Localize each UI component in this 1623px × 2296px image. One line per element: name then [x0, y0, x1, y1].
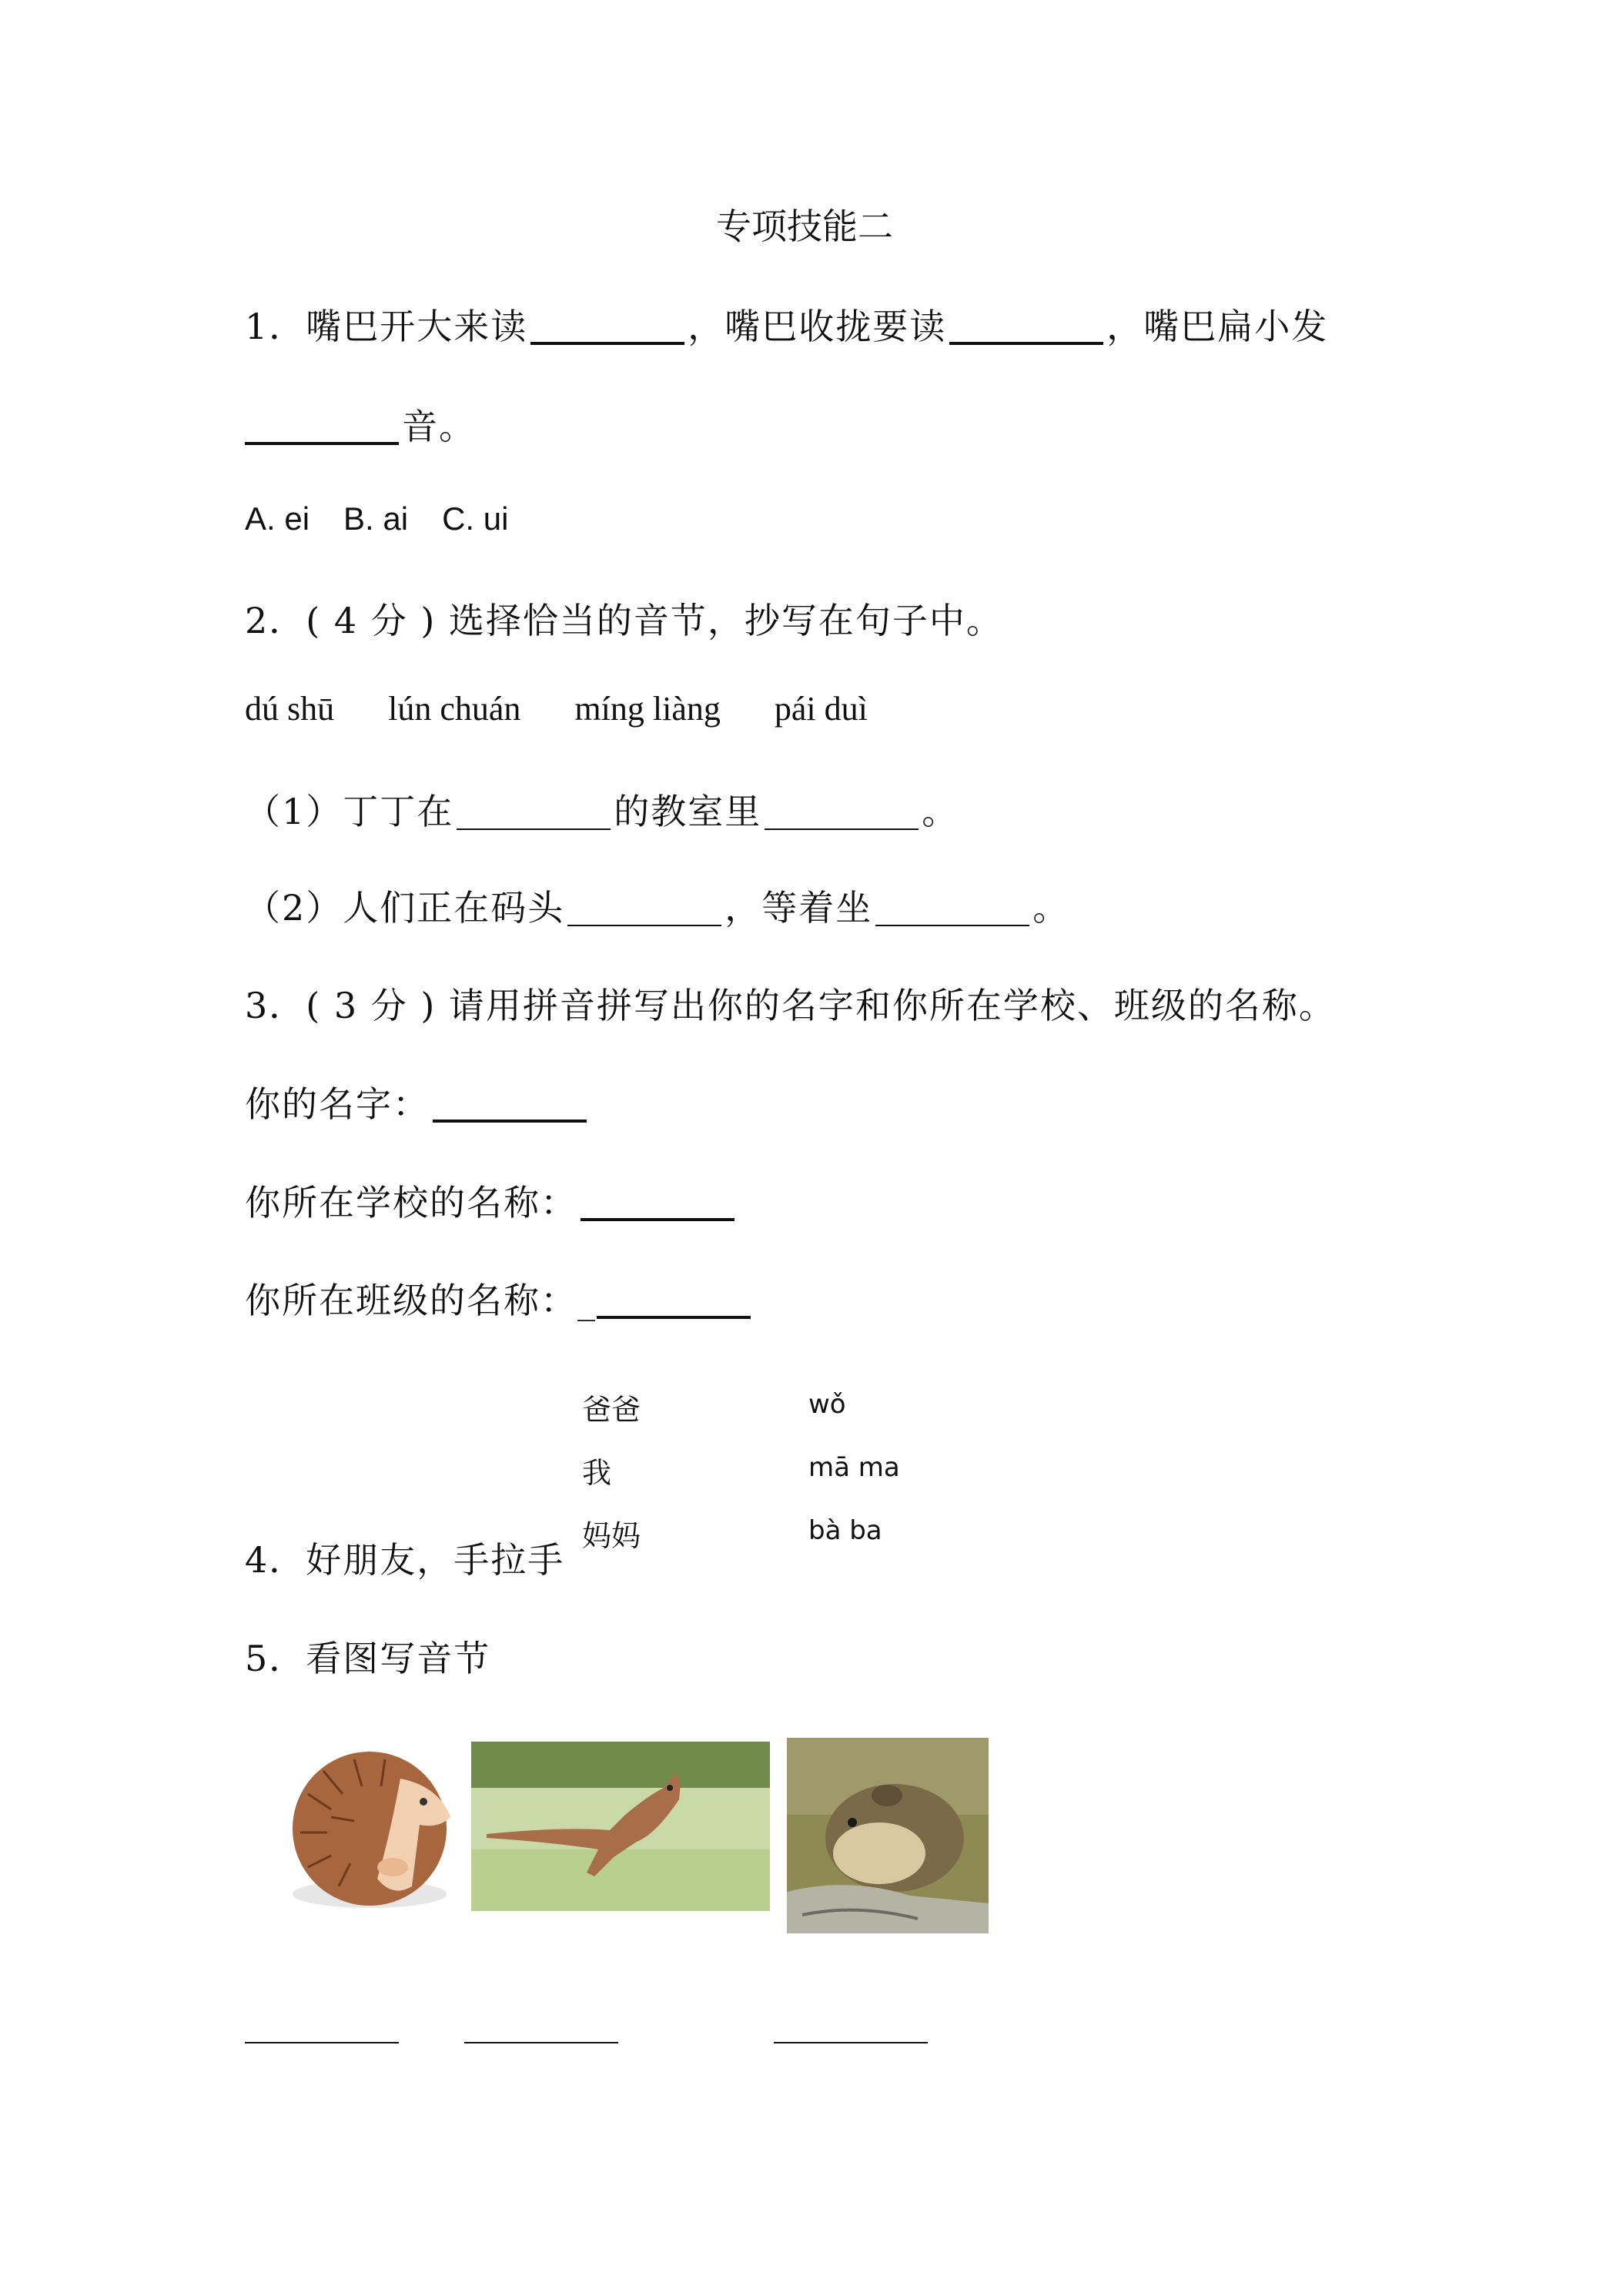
question-1-options [245, 500, 542, 537]
hedgehog-image [285, 1732, 462, 1917]
match-word-1: 爸爸 [582, 1393, 641, 1427]
answer-blank-pika[interactable] [774, 2042, 928, 2043]
page-title: 专项技能二 [716, 206, 893, 247]
answer-blank[interactable] [433, 1120, 587, 1123]
question-number: 5． [245, 1638, 306, 1679]
answer-blank[interactable] [875, 925, 1029, 926]
school-line [245, 1175, 738, 1226]
q1-text-3: ，嘴巴扁小发 [1106, 306, 1329, 347]
pinyin-option: lún chuán [388, 690, 521, 728]
q1-text-4: 音。 [402, 406, 476, 447]
answer-blank-hedgehog[interactable] [245, 2042, 399, 2043]
answer-blank[interactable] [245, 442, 399, 445]
kangaroo-image [471, 1742, 770, 1911]
option-b: B. ai [343, 500, 409, 537]
question-text: 好朋友，手拉手 [306, 1539, 565, 1581]
pinyin-options [245, 689, 922, 728]
sentence-text: ，等着坐 [724, 887, 873, 929]
question-text: 看图写音节 [306, 1638, 491, 1679]
pinyin-option: dú shū [245, 690, 335, 728]
sentence-text: （2）人们正在码头 [245, 887, 565, 929]
sentence-text: 。 [1032, 887, 1070, 929]
question-2-stem [245, 593, 1003, 644]
answer-blank[interactable] [567, 925, 721, 926]
option-c: C. ui [442, 500, 509, 537]
answer-blank[interactable] [949, 342, 1103, 345]
answer-blank[interactable] [765, 828, 919, 830]
match-pinyin-2: mā ma [808, 1452, 900, 1483]
q1-text-2: ，嘴巴收拢要读 [688, 306, 947, 347]
sentence-text: （1）丁丁在 [245, 791, 454, 832]
pinyin-option: pái duì [774, 690, 868, 728]
pinyin-option: míng liàng [574, 690, 721, 728]
class-label: 你所在班级的名称： [245, 1280, 577, 1321]
answer-blank[interactable] [530, 342, 684, 345]
answer-blank[interactable] [457, 828, 611, 830]
sentence-2 [245, 880, 1069, 931]
option-a: A. ei [245, 500, 310, 537]
question-number: 2． [245, 600, 306, 641]
sentence-text: 的教室里 [614, 791, 762, 832]
pika-image [787, 1738, 989, 1933]
name-line [245, 1076, 590, 1127]
question-1-line-1 [245, 299, 1328, 350]
question-text: ( 4 分 ) 选择恰当的音节，抄写在句子中。 [306, 600, 1003, 641]
question-5-stem [245, 1631, 490, 1682]
answer-blank[interactable] [581, 1218, 735, 1221]
question-number: 3． [245, 985, 306, 1026]
question-text: ( 3 分 ) 请用拼音拼写出你的名字和你所在学校、班级的名称。 [306, 985, 1336, 1026]
match-word-2: 我 [582, 1456, 612, 1490]
q1-text-1: 嘴巴开大来读 [306, 306, 528, 347]
question-number: 1． [245, 306, 306, 347]
match-pinyin-1: wǒ [808, 1389, 846, 1420]
school-label: 你所在学校的名称： [245, 1182, 577, 1223]
question-1-line-2 [245, 399, 476, 450]
sentence-text: 。 [922, 791, 959, 832]
name-label: 你的名字： [245, 1083, 430, 1125]
match-pinyin-3: bà ba [808, 1515, 882, 1546]
answer-blank-kangaroo[interactable] [464, 2042, 618, 2043]
class-line [245, 1273, 754, 1324]
question-4-stem [245, 1532, 564, 1583]
answer-blank[interactable] [597, 1316, 751, 1319]
sentence-1 [245, 784, 959, 835]
match-word-3: 妈妈 [582, 1519, 641, 1553]
class-prefix: _ [577, 1280, 597, 1321]
question-number: 4． [245, 1539, 306, 1581]
question-3-stem [245, 978, 1336, 1029]
